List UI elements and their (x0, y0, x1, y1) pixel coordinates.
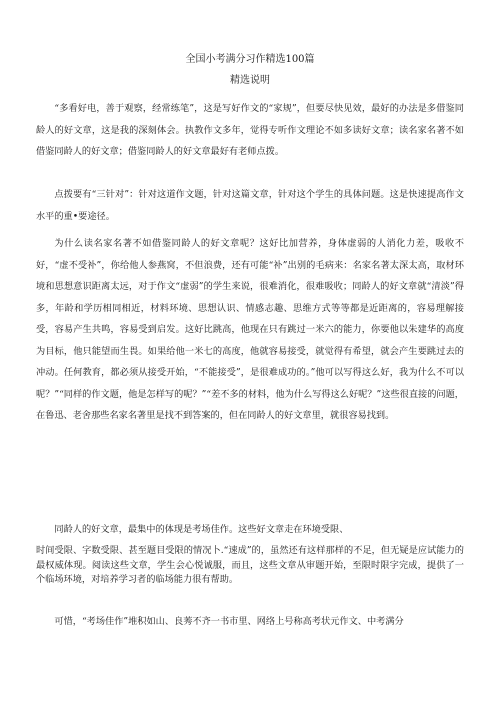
paragraph-exam-articles: 同龄人的好文章，最集中的体现是考场佳作。这些好文章走在环境受限、 (54, 524, 349, 535)
paragraph-market: 可惜，“考场佳作”堆积如山、良莠不齐一书市里、网络上号称高考状元作文、中考满分 (54, 616, 404, 627)
paragraph-intro: “多看好电，善于观察，经常练笔”，这是写好作文的“家规”，但要尽快见效，最好的办法是多借鉴同龄人的好文章，这是我的深刻体会。执教作文多年，觉得专听作文理论不如多读好文章；读名家名著不如借鉴同龄人的好文章；借鉴同龄人的好文章最好有老师点拨。 (36, 103, 464, 157)
document-subtitle: 精选说明 (230, 75, 270, 86)
paragraph-peer-articles: 为什么读名家名著不如借鉴同龄人的好文章呢？这好比加营养，身体虚弱的人消化力差，吸收不好，“虚不受补”，你给他人参燕窝，不但浪费，还有可能“补”出别的毛病来：名家名著太深太高，取材环境和思想意识距离太远，对于作文“虚弱”的学生来说，很难消化，很难吸收；同龄人的好文章就“清淡”得多，年龄和学历相同相近，材料环境、思想认识、情感志趣、思维方式等等都是近距离的，容易理解接受，容易产生共鸣，容易受到启发。这好比跳高，他现在只有跳过一米六的能力，你要他以朱建华的高度为目标，他只能望而生畏。如果给他一米七的高度，他就容易接受，就觉得有希望，就会产生要跳过去的冲动。任何教育，都必须从接受开始，“不能接受”，是很难成功的。”他可以写得这么好，我为什么不可以呢？”“同样的作文题，他是怎样写的呢？”“差不多的材料，他为什么写得这么好呢？”这些很直接的问题，在鲁迅、老舍那些名家名著里是找不到答案的，但在同龄人的好文章里，就很容易找到。 (36, 238, 464, 421)
paragraph-exam-constraints: 时间受限、字数受限、甚至题目受限的情况卜.“速成”的，虽然还有这样那样的不足，但无疑是应试能力的最权威体现。阅读这些文章，学生会心悦诚服，而且，这些文章从审题开始，至限时限字完成，提供了一个临场环境，对培养学习者的临场能力很有帮助。 (36, 545, 464, 585)
document-title: 全国小考满分习作精选100篇 (185, 54, 315, 65)
paragraph-three-targets: 点拨要有“三针对”：针对这道作文题，针对这篇文章，针对这个学生的具体问题。这是快速提高作文水平的重•要途径。 (36, 189, 464, 222)
